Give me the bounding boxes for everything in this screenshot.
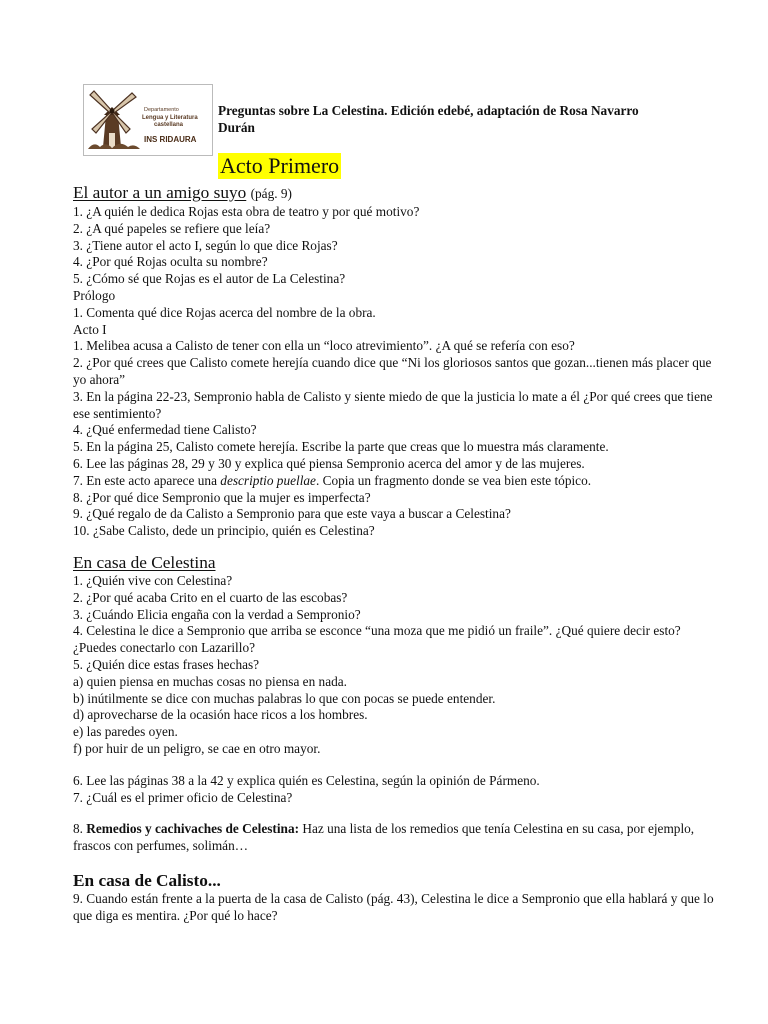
acto-heading: Acto Primero	[220, 153, 340, 178]
acto1-q10: 10. ¿Sabe Calisto, dede un principio, quién es Celestina?	[73, 523, 375, 539]
acto1-q3: 3. En la página 22-23, Sempronio habla de Calisto y siente miedo de que la justicia lo mate a él ¿Por qué crees que tiene ese sentimiento?	[73, 388, 713, 421]
document-body	[73, 182, 723, 924]
autor-q3: 3. ¿Tiene autor el acto I, según lo que dice Rojas?	[73, 237, 338, 253]
celestina-q7: 7. ¿Cuál es el primer oficio de Celestina?	[73, 789, 293, 805]
acto1-q2: 2. ¿Por qué crees que Calisto comete herejía cuando dice que “Ni los gloriosos santos que gozan...tienen más placer que yo ahora”	[73, 355, 712, 387]
celestina-q5d: d) aprovecharse de la ocasión hace ricos a los hombres.	[73, 707, 368, 723]
celestina-q5f: f) por huir de un peligro, se cae en otro mayor.	[73, 740, 321, 756]
celestina-q4: 4. Celestina le dice a Sempronio que arriba se esconce “una moza que me pidió un fraile”. ¿Qué quiere decir esto? ¿Puedes conectarlo con Lazarillo?	[73, 623, 681, 656]
celestina-q2: 2. ¿Por qué acaba Crito en el cuarto de las escobas?	[73, 589, 348, 605]
celestina-q5: 5. ¿Quién dice estas frases hechas?	[73, 656, 260, 672]
logo-line1: Departamento	[144, 107, 179, 113]
celestina-q1: 1. ¿Quién vive con Celestina?	[73, 572, 233, 588]
celestina-q8-num: 8.	[73, 821, 87, 837]
acto1-q9: 9. ¿Qué regalo de da Calisto a Sempronio para que este vaya a buscar a Celestina?	[73, 506, 511, 522]
autor-q4: 4. ¿Por qué Rojas oculta su nombre?	[73, 254, 268, 270]
acto1-q7-italic: descriptio puellae	[220, 472, 316, 488]
acto1-q7-post: . Copia un fragmento donde se vea bien este tópico.	[315, 472, 592, 488]
logo-line2: Lengua y Literatura	[142, 115, 198, 121]
logo-school: INS RIDAURA	[144, 135, 197, 144]
autor-q5: 5. ¿Cómo sé que Rojas es el autor de La Celestina?	[73, 271, 346, 287]
celestina-q8	[73, 821, 723, 855]
acto1-q5: 5. En la página 25, Calisto comete herejía. Escribe la parte que creas que lo muestra más claramente.	[73, 439, 609, 455]
celestina-q5b: b) inútilmente se dice con muchas palabras lo que con pocas se puede entender.	[73, 690, 496, 706]
autor-q2: 2. ¿A qué papeles se refiere que leía?	[73, 220, 271, 236]
windmill-logo-icon	[84, 85, 212, 155]
section-heading-casa-calisto: En casa de Calisto...	[73, 870, 221, 890]
prologo-label: Prólogo	[73, 287, 116, 303]
section-heading-casa-celestina	[73, 552, 723, 573]
autor-heading-text: El autor a un amigo suyo	[73, 183, 247, 202]
acto1-q7-pre: 7. En este acto aparece una	[73, 472, 221, 488]
celestina-q8-bold: Remedios y cachivaches de Celestina:	[86, 821, 300, 837]
acto1-q8: 8. ¿Por qué dice Sempronio que la mujer es imperfecta?	[73, 489, 371, 505]
celestina-q5e: e) las paredes oyen.	[73, 724, 178, 740]
acto1-q4: 4. ¿Qué enfermedad tiene Calisto?	[73, 422, 257, 438]
acto1-label: Acto I	[73, 321, 107, 337]
section-heading-autor	[73, 182, 723, 204]
prologo-q1: 1. Comenta qué dice Rojas acerca del nombre de la obra.	[73, 304, 376, 320]
document-title: Preguntas sobre La Celestina. Edición edebé, adaptación de Rosa Navarro Durán	[218, 103, 639, 135]
calisto-q9: 9. Cuando están frente a la puerta de la casa de Calisto (pág. 43), Celestina le dice a Sempronio que ella hablará y que lo que diga es mentira. ¿Por qué lo hace?	[73, 890, 714, 923]
casa-celestina-heading-text: En casa de Celestina	[73, 552, 216, 572]
autor-q1: 1. ¿A quién le dedica Rojas esta obra de teatro y por qué motivo?	[73, 204, 420, 219]
celestina-q5a: a) quien piensa en muchas cosas no piensa en nada.	[73, 673, 347, 689]
celestina-q3: 3. ¿Cuándo Elicia engaña con la verdad a Sempronio?	[73, 606, 361, 622]
logo-line3: castellana	[154, 122, 184, 128]
celestina-q6: 6. Lee las páginas 38 a la 42 y explica quién es Celestina, según la opinión de Pármeno.	[73, 772, 540, 788]
acto1-q1: 1. Melibea acusa a Calisto de tener con ella un “loco atrevimiento”. ¿A qué se refería con eso?	[73, 338, 575, 354]
school-logo	[83, 84, 213, 156]
celestina-q8-text: Haz una lista de los remedios que tenía Celestina en su casa, por ejemplo, frascos con perfumes, solimán…	[73, 821, 695, 854]
acto1-q7	[73, 473, 723, 490]
autor-page-ref: (pág. 9)	[250, 186, 292, 201]
acto1-q6: 6. Lee las páginas 28, 29 y 30 y explica qué piensa Sempronio acerca del amor y de las mujeres.	[73, 455, 585, 471]
